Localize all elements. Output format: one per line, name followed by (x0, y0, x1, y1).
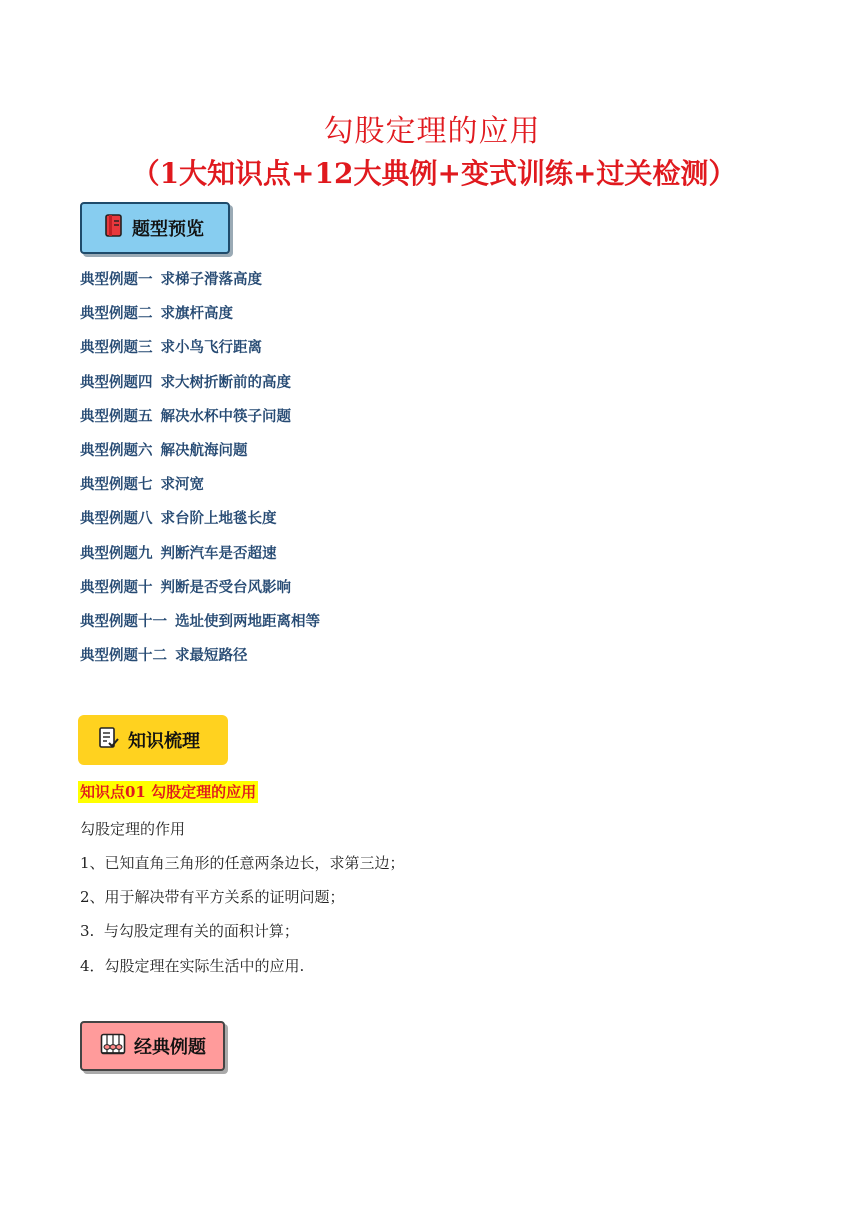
toc-item-text: 求最短路径 (175, 647, 248, 665)
toc-item[interactable] (80, 610, 320, 644)
toc-item[interactable] (80, 371, 320, 405)
page-title: 勾股定理的应用 (323, 114, 541, 149)
toc-item-text: 求大树折断前的高度 (160, 373, 291, 391)
toc-item-text: 求河宽 (160, 476, 204, 494)
toc-item-text: 求旗杆高度 (160, 305, 233, 323)
section-badge-preview (80, 202, 230, 254)
toc-item[interactable] (80, 576, 320, 610)
toc-item[interactable] (80, 405, 320, 439)
knowledge-intro: 勾股定理的作用 (80, 820, 186, 838)
abacus-icon (100, 1033, 126, 1060)
toc-item[interactable] (80, 302, 320, 336)
knowledge-item: 1、已知直角三角形的任意两条边长，求第三边； (80, 854, 405, 872)
toc-item-number: 典型例题十 (80, 578, 153, 596)
toc-item[interactable] (80, 507, 320, 541)
knowledge-point-title: 知识点01 勾股定理的应用 (80, 783, 257, 801)
toc-item[interactable] (80, 439, 320, 473)
toc-item-number: 典型例题二 (80, 305, 153, 323)
toc-item[interactable] (80, 268, 320, 302)
toc-item-number: 典型例题七 (80, 476, 153, 494)
toc-item-text: 解决航海问题 (160, 441, 248, 459)
toc-item[interactable] (80, 473, 320, 507)
knowledge-item: 4．勾股定理在实际生活中的应用. (80, 957, 305, 975)
toc-item-number: 典型例题八 (80, 510, 153, 528)
toc-item-text: 求小鸟飞行距离 (160, 339, 262, 357)
section-label: 知识梳理 (128, 731, 200, 752)
section-label: 经典例题 (134, 1037, 206, 1058)
toc-item-text: 求台阶上地毯长度 (160, 510, 277, 528)
section-badge-knowledge (78, 715, 228, 765)
knowledge-item: 3. 与勾股定理有关的面积计算； (80, 922, 299, 940)
toc-item-text: 选址使到两地距离相等 (175, 612, 320, 630)
toc-item-number: 典型例题五 (80, 407, 153, 425)
section-badge-examples (80, 1021, 225, 1071)
toc-item-number: 典型例题三 (80, 339, 153, 357)
book-icon (104, 214, 124, 243)
toc-item-number: 典型例题十一 (80, 612, 167, 630)
toc-item-text: 求梯子滑落高度 (160, 271, 262, 288)
toc-list (80, 268, 320, 678)
toc-item-number: 典型例题四 (80, 373, 153, 391)
toc-item[interactable] (80, 644, 320, 678)
toc-item-number: 典型例题十二 (80, 647, 167, 665)
toc-item-number: 典型例题六 (80, 441, 153, 459)
toc-item[interactable] (80, 336, 320, 370)
section-label: 题型预览 (132, 219, 204, 240)
toc-item-text: 判断是否受台风影响 (160, 578, 291, 596)
toc-item-number: 典型例题一 (80, 271, 153, 288)
toc-item-text: 判断汽车是否超速 (160, 544, 277, 562)
checklist-icon (98, 726, 120, 755)
page-subtitle: （1大知识点+12大典例+变式训练+过关检测） (131, 157, 737, 190)
knowledge-item: 2、用于解决带有平方关系的证明问题； (80, 888, 345, 906)
toc-item-number: 典型例题九 (80, 544, 153, 562)
toc-item-text: 解决水杯中筷子问题 (160, 407, 291, 425)
toc-item[interactable] (80, 542, 320, 576)
